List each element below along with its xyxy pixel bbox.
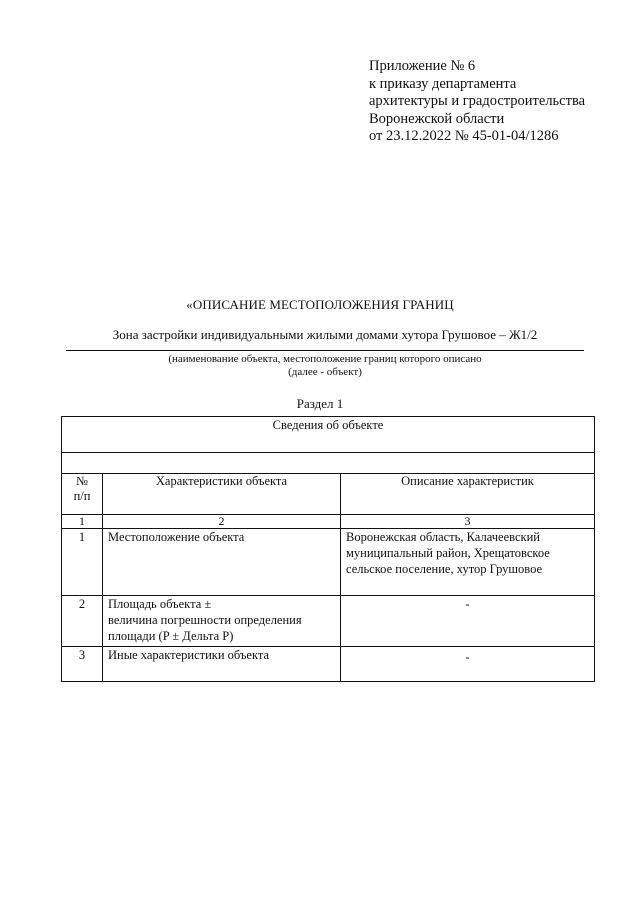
appendix-line: архитектуры и градостроительства (369, 93, 586, 109)
table-spacer-row (62, 453, 595, 474)
characteristic-line: Местоположение объекта (108, 530, 245, 544)
column-number: 1 (62, 515, 103, 529)
appendix-line: Воронежской области (369, 110, 505, 127)
description-line: Воронежская область, Калачеевский (346, 530, 540, 544)
table-row (62, 529, 595, 596)
row-number: 1 (62, 529, 103, 596)
row-number: 2 (62, 596, 103, 647)
column-numbers-row (62, 515, 595, 529)
header-num-line: № (76, 474, 88, 488)
characteristic-line: Иные характеристики объекта (108, 648, 270, 662)
row-characteristic (103, 596, 341, 647)
row-characteristic (103, 647, 341, 682)
object-caption-line: (наименование объекта, местоположение границ которого описано (168, 353, 482, 365)
header-num (62, 474, 103, 515)
section-label: Раздел 1 (296, 396, 344, 411)
row-description: - (341, 647, 595, 682)
row-description (341, 529, 595, 596)
characteristic-line: Площадь объекта ± (108, 597, 212, 611)
table-caption: Сведения об объекте (62, 417, 595, 453)
table-caption-row (62, 417, 595, 453)
characteristic-line: площади (P ± Дельта P) (108, 629, 234, 643)
appendix-line: к приказу департамента (369, 75, 517, 92)
header-description: Описание характеристик (341, 474, 595, 515)
table-header-row (62, 474, 595, 515)
appendix-line: Приложение № 6 (369, 58, 476, 74)
object-name-caption (66, 353, 584, 379)
header-num-line: п/п (73, 489, 91, 503)
column-number: 2 (103, 515, 341, 529)
object-info-table (61, 416, 595, 682)
row-description: - (341, 596, 595, 647)
description-line: сельское поселение, хутор Грушовое (346, 562, 543, 576)
object-caption-line: (далее - объект) (288, 366, 362, 378)
appendix-header (369, 58, 585, 146)
row-number: 3 (62, 647, 103, 682)
characteristic-line: величина погрешности определения (108, 613, 302, 627)
table-spacer-cell (62, 453, 595, 474)
appendix-line: от 23.12.2022 № 45-01-04/1286 (369, 128, 559, 144)
description-line: муниципальный район, Хрещатовское (346, 546, 550, 560)
table-row (62, 596, 595, 647)
table-row (62, 647, 595, 682)
row-characteristic (103, 529, 341, 596)
document-title: «ОПИСАНИЕ МЕСТОПОЛОЖЕНИЯ ГРАНИЦ (186, 297, 454, 312)
object-name-underline (66, 350, 584, 351)
column-number: 3 (341, 515, 595, 529)
object-name: Зона застройки индивидуальными жилыми домами хутора Грушовое – Ж1/2 (112, 327, 538, 342)
header-characteristics: Характеристики объекта (103, 474, 341, 515)
